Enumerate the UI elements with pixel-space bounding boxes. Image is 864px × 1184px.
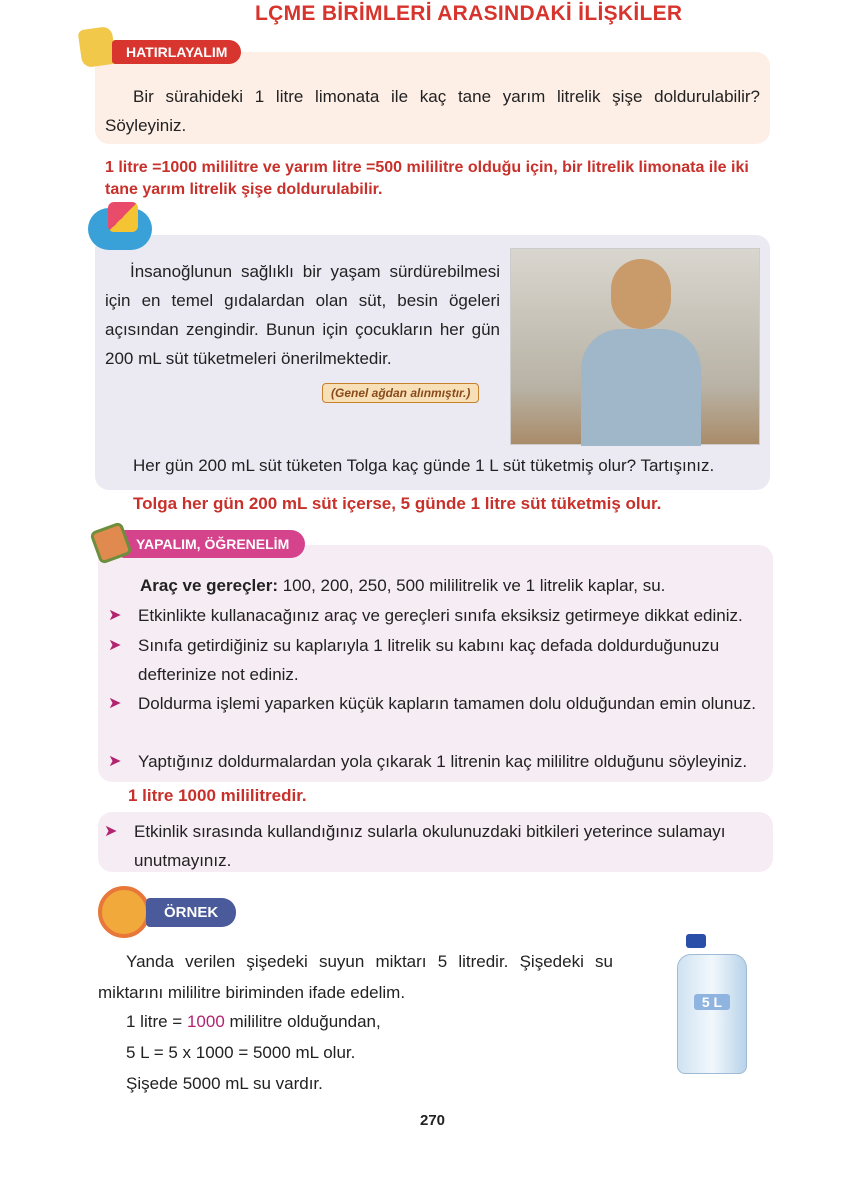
hatirlayalim-badge: HATIRLAYALIM — [112, 40, 241, 64]
materials — [140, 571, 770, 600]
bullet-item: ➤ Sınıfa getirdiğiniz su kaplarıyla 1 litrelik su kabını kaç defada doldurduğunuzu defterinize not ediniz. — [108, 631, 769, 689]
info-question: Her gün 200 mL süt tüketen Tolga kaç günde 1 L süt tüketmiş olur? Tartışınız. — [133, 456, 715, 475]
ornek-line2: 1 litre = 1000 mililitre olduğundan, — [126, 1012, 381, 1031]
page-title: LÇME BİRİMLERİ ARASINDAKİ İLİŞKİLER — [255, 2, 683, 25]
bottle-label: 5 L — [694, 994, 730, 1010]
info-text: İnsanoğlunun sağlıklı bir yaşam sürdürebilmesi için en temel gıdalardan olan süt, besin ögeleri açısından zengindir. Bunun için çocukların her gün 200 mL süt tüketmeleri önerilmektedir. — [105, 262, 500, 368]
info-source: (Genel ağdan alınmıştır.) — [322, 383, 479, 403]
hatirlayalim-question: Bir sürahideki 1 litre limonata ile kaç tane yarım litrelik şişe doldurulabilir? Söyleyiniz. — [105, 87, 760, 135]
yapalim-answer: 1 litre 1000 mililitredir. — [128, 786, 307, 805]
bullet-item: ➤ Etkinlik sırasında kullandığınız sularla okulunuzdaki bitkileri yeterince sulamayı unutmayınız. — [104, 817, 769, 875]
arrow-icon: ➤ — [108, 607, 122, 624]
boy-drinking-milk-photo — [510, 248, 760, 445]
ornek-line4: Şişede 5000 mL su vardır. — [126, 1074, 323, 1093]
page-number: 270 — [420, 1112, 446, 1129]
arrow-icon: ➤ — [108, 753, 122, 770]
water-bottle-image — [672, 934, 752, 1074]
materials-label: Araç ve gereçler: — [140, 576, 278, 595]
bullet-item: ➤ Etkinlikte kullanacağınız araç ve gereçleri sınıfa eksiksiz getirmeye dikkat ediniz. — [108, 601, 769, 630]
arrow-icon: ➤ — [104, 823, 118, 840]
ornek-badge: ÖRNEK — [146, 898, 236, 927]
notepad-icon — [98, 886, 150, 938]
hatirlayalim-answer: 1 litre =1000 mililitre ve yarım litre =500 mililitre olduğu için, bir litrelik limonata ile iki tane yarım litrelik şişe doldurulabilir. — [105, 159, 749, 198]
ornek-line1: Yanda verilen şişedeki suyun miktarı 5 litredir. Şişedeki su miktarını mililitre biriminden ifade edelim. — [98, 952, 613, 1002]
scroll-icon — [78, 26, 117, 68]
bullet-item: ➤ Yaptığınız doldurmalardan yola çıkarak 1 litrenin kaç mililitre olduğunu söyleyiniz. — [108, 747, 769, 776]
puzzle-speech-icon — [88, 208, 152, 250]
arrow-icon: ➤ — [108, 695, 122, 712]
arrow-icon: ➤ — [108, 637, 122, 654]
ornek-line3: 5 L = 5 x 1000 = 5000 mL olur. — [126, 1043, 356, 1062]
info-answer: Tolga her gün 200 mL süt içerse, 5 günde 1 litre süt tüketmiş olur. — [133, 494, 662, 513]
materials-text: 100, 200, 250, 500 mililitrelik ve 1 litrelik kaplar, su. — [277, 576, 666, 595]
yapalim-badge: YAPALIM, ÖĞRENELİM — [120, 530, 305, 558]
bullet-item: ➤ Doldurma işlemi yaparken küçük kapların tamamen dolu olduğundan emin olunuz. — [108, 689, 769, 718]
